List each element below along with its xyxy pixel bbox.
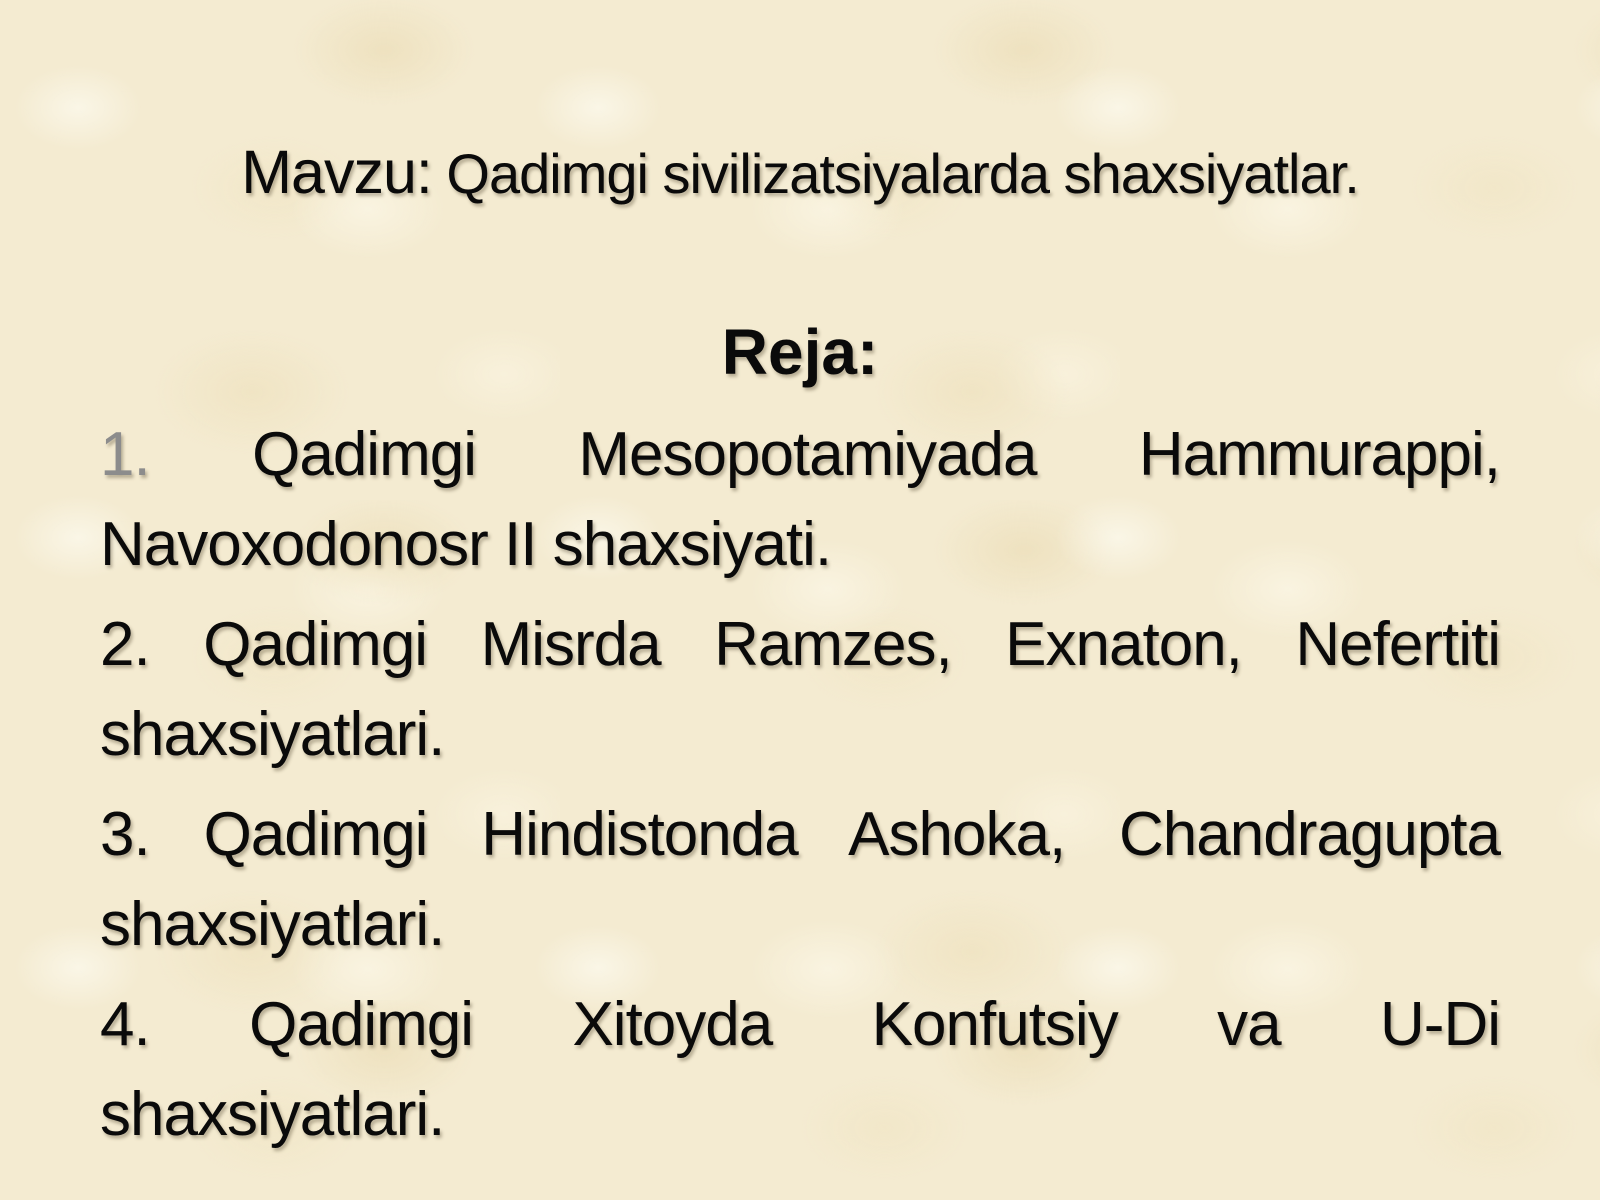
list-item: [100, 980, 1500, 1160]
item-text: Qadimgi Xitoyda Konfutsiy va U-Di: [249, 990, 1500, 1059]
item-line-2: shaxsiyatlari.: [100, 1080, 445, 1149]
item-line-2: shaxsiyatlari.: [100, 700, 445, 769]
item-line-1: [100, 410, 1500, 500]
item-number: 1.: [100, 420, 150, 489]
slide-title-text: Qadimgi sivilizatsiyalarda shaxsiyatlar.: [446, 142, 1359, 205]
item-line-2: shaxsiyatlari.: [100, 890, 445, 959]
item-text: Qadimgi Mesopotamiyada Hammurappi,: [252, 420, 1500, 489]
list-item: [100, 410, 1500, 590]
list-item: [100, 790, 1500, 970]
item-line-1: [100, 980, 1500, 1070]
item-line-1: [100, 600, 1500, 690]
plan-list: [100, 410, 1500, 1160]
item-text: Qadimgi Misrda Ramzes, Exnaton, Nefertiti: [203, 610, 1501, 679]
item-number: 2.: [100, 610, 150, 679]
item-line-1: [100, 790, 1500, 880]
item-number: 3.: [100, 800, 150, 869]
item-text: Qadimgi Hindistonda Ashoka, Chandragupta: [203, 800, 1501, 869]
item-line-2: Navoxodonosr II shaxsiyati.: [100, 510, 832, 579]
list-item: [100, 600, 1500, 780]
plan-heading: Reja:: [721, 316, 879, 388]
slide-title: [85, 0, 1515, 214]
slide-title-prefix: Mavzu:: [241, 138, 432, 206]
item-number: 4.: [100, 990, 150, 1059]
